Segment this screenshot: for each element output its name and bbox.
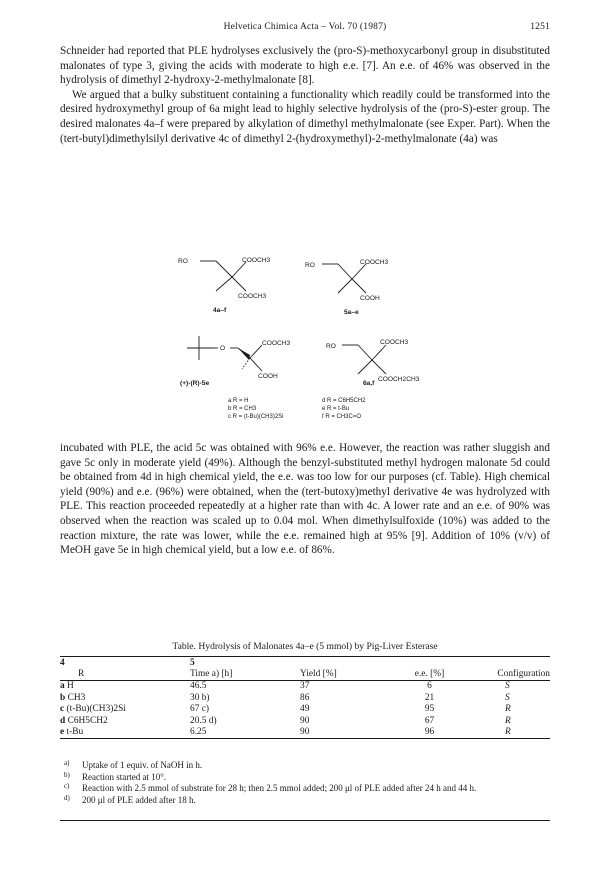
- row-id: b: [60, 692, 66, 703]
- page-number: 1251: [530, 22, 550, 32]
- row-yield: 86: [300, 692, 310, 703]
- paragraph-2: We argued that a bulky substituent containing a functionality which readily could be transformed into the desired hydroxymethyl group of 6a might lead to highly selective hydrolysis of the (pro-S)-ester group. The desired malonates 4a–f were prepared by alkylation of dimethyl methylmalonate (see Exper. Part). When the (tert-butyl)dimethylsilyl derivative 4c of dimethyl 2-(hydroxymethyl)-2-methylmalonate (4a) was: [60, 88, 550, 145]
- table-row: [60, 726, 550, 738]
- mol1-bottom: COOCH3: [238, 293, 267, 300]
- table-row: [60, 680, 550, 692]
- mol4-bottom: COOCH2CH3: [378, 376, 420, 383]
- row-yield: 90: [300, 715, 310, 726]
- mol3-top: COOCH3: [262, 340, 291, 347]
- col-header-r: R: [78, 669, 85, 680]
- row-yield: 37: [300, 681, 310, 692]
- legend-c: c R = (t-Bu)(CH3)2Si: [228, 414, 284, 420]
- row-ee: 6: [427, 681, 432, 692]
- row-time: 6.25: [190, 727, 207, 738]
- mol2-bottom: COOH: [360, 295, 380, 302]
- footnote-mark: d): [64, 793, 70, 802]
- group-header-row: [60, 657, 550, 669]
- row-time: 67 c): [190, 704, 210, 715]
- footnote-mark: b): [64, 770, 70, 779]
- table-row: [60, 704, 550, 715]
- row-config: S: [505, 692, 510, 703]
- col-header-yield: Yield [%]: [300, 669, 337, 680]
- mol3-label: (+)-(R)-5e: [180, 380, 210, 387]
- footnote-text: 200 μl of PLE added after 18 h.: [82, 794, 196, 805]
- hydrolysis-table: [60, 656, 550, 739]
- row-time: 20.5 d): [190, 715, 217, 726]
- row-ee: 67: [424, 715, 435, 726]
- column-header-row: [60, 668, 550, 680]
- row-ee: 96: [424, 727, 435, 738]
- mol4-top: COOCH3: [380, 339, 409, 346]
- col-header-time: Time a) [h]: [190, 669, 233, 680]
- row-config: R: [505, 715, 511, 726]
- footnote-mark: a): [64, 759, 70, 767]
- table-caption: Table. Hydrolysis of Malonates 4a–e (5 mmol) by Pig-Liver Esterase: [172, 641, 438, 652]
- row-config: R: [505, 727, 511, 738]
- mol1-label: 4a–f: [213, 307, 227, 314]
- footnote: [60, 783, 550, 795]
- footnote-text: Reaction started at 10°.: [82, 771, 167, 782]
- legend-a: a R = H: [228, 398, 249, 404]
- footnote-text: Uptake of 1 equiv. of NaOH in h.: [82, 760, 203, 770]
- row-r: t-Bu: [66, 727, 84, 738]
- row-time: 46.5: [190, 681, 207, 692]
- mol2-top: COOCH3: [360, 259, 389, 266]
- paragraph-1: Schneider had reported that PLE hydrolyses exclusively the (pro-S)-methoxycarbonyl group in disubstituted malonates of type 3, giving the acids with moderate to high e.e. [7]. An e.e. of 46% was observed in the hydrolysis of dimethyl 2-hydroxy-2-methylmalonate [8].: [60, 45, 550, 87]
- legend-b: b R = CH3: [228, 406, 257, 412]
- mol4-label: 6a,f: [363, 380, 375, 387]
- legend-e: e R = t-Bu: [322, 406, 350, 412]
- row-r: C6H5CH2: [67, 715, 108, 726]
- footnote: [60, 760, 550, 772]
- legend-f: f R = CH3C=O: [322, 414, 362, 420]
- mol1-ro: RO: [178, 258, 188, 265]
- mol2-label: 5a–e: [344, 309, 359, 316]
- group-header-4: 4: [60, 657, 65, 668]
- mol3-o: O: [220, 345, 226, 352]
- row-r: CH3: [67, 692, 86, 703]
- row-id: d: [60, 715, 66, 726]
- row-id: e: [60, 727, 65, 738]
- mol4-ro: RO: [326, 343, 336, 350]
- row-id: a: [60, 681, 65, 692]
- table-row: [60, 715, 550, 726]
- row-time: 30 b): [190, 692, 210, 703]
- footnote-text: Reaction with 2.5 mmol of substrate for 28 h; then 2.5 mmol added; 200 μl of PLE added after 24 h and 44 h.: [82, 783, 477, 794]
- mol3-bottom: COOH: [258, 373, 278, 380]
- row-yield: 90: [300, 727, 310, 738]
- row-config: R: [505, 704, 511, 715]
- footnote-mark: c): [64, 782, 70, 791]
- group-header-5: 5: [190, 657, 195, 668]
- table-bottom-rule: [60, 820, 550, 821]
- table-footnotes: [60, 760, 550, 806]
- row-config: S: [505, 681, 510, 692]
- table-row: [60, 692, 550, 703]
- mol1-top: COOCH3: [242, 257, 271, 264]
- row-ee: 21: [424, 692, 435, 703]
- col-header-config: Configuration: [497, 669, 550, 680]
- legend-d: d R = C6H5CH2: [322, 398, 366, 404]
- row-yield: 49: [300, 704, 310, 715]
- results-paragraph: [60, 441, 550, 558]
- row-r: H: [67, 681, 74, 692]
- footnote: [60, 772, 550, 784]
- row-r: (t-Bu)(CH3)2Si: [66, 704, 126, 715]
- col-header-ee: e.e. [%]: [414, 669, 445, 680]
- row-ee: 95: [424, 704, 435, 715]
- paragraph-3: incubated with PLE, the acid 5c was obtained with 96% e.e. However, the reaction was rather sluggish and gave 5c only in moderate yield (49%). Although the benzyl-substituted methyl hydrogen malonate 5d could be obtained from 4d in high chemical yield, the e.e. was too low for our purposes (cf. Table). High chemical yield (90%) and e.e. (96%) were obtained, when the (tert-butoxy)methyl derivative 4e was hydrolyzed with PLE. This reaction proceeded repeatedly at a higher rate than with 4c. A lower rate and an e.e. of 90% was observed when the reaction was scaled up to 0.04 mol. When dimethylsulfoxide (10%) was added to the reaction mixture, the rate was lower, while the e.e. remained high at 95% [9]. Addition of 10% (v/v) of MeOH gave 5e in high chemical yield, but a low e.e. of 86%.: [60, 442, 550, 557]
- footnote: [60, 795, 550, 807]
- row-id: c: [60, 704, 65, 715]
- mol2-ro: RO: [305, 262, 315, 269]
- journal-title: Helvetica Chimica Acta – Vol. 70 (1987): [223, 22, 387, 32]
